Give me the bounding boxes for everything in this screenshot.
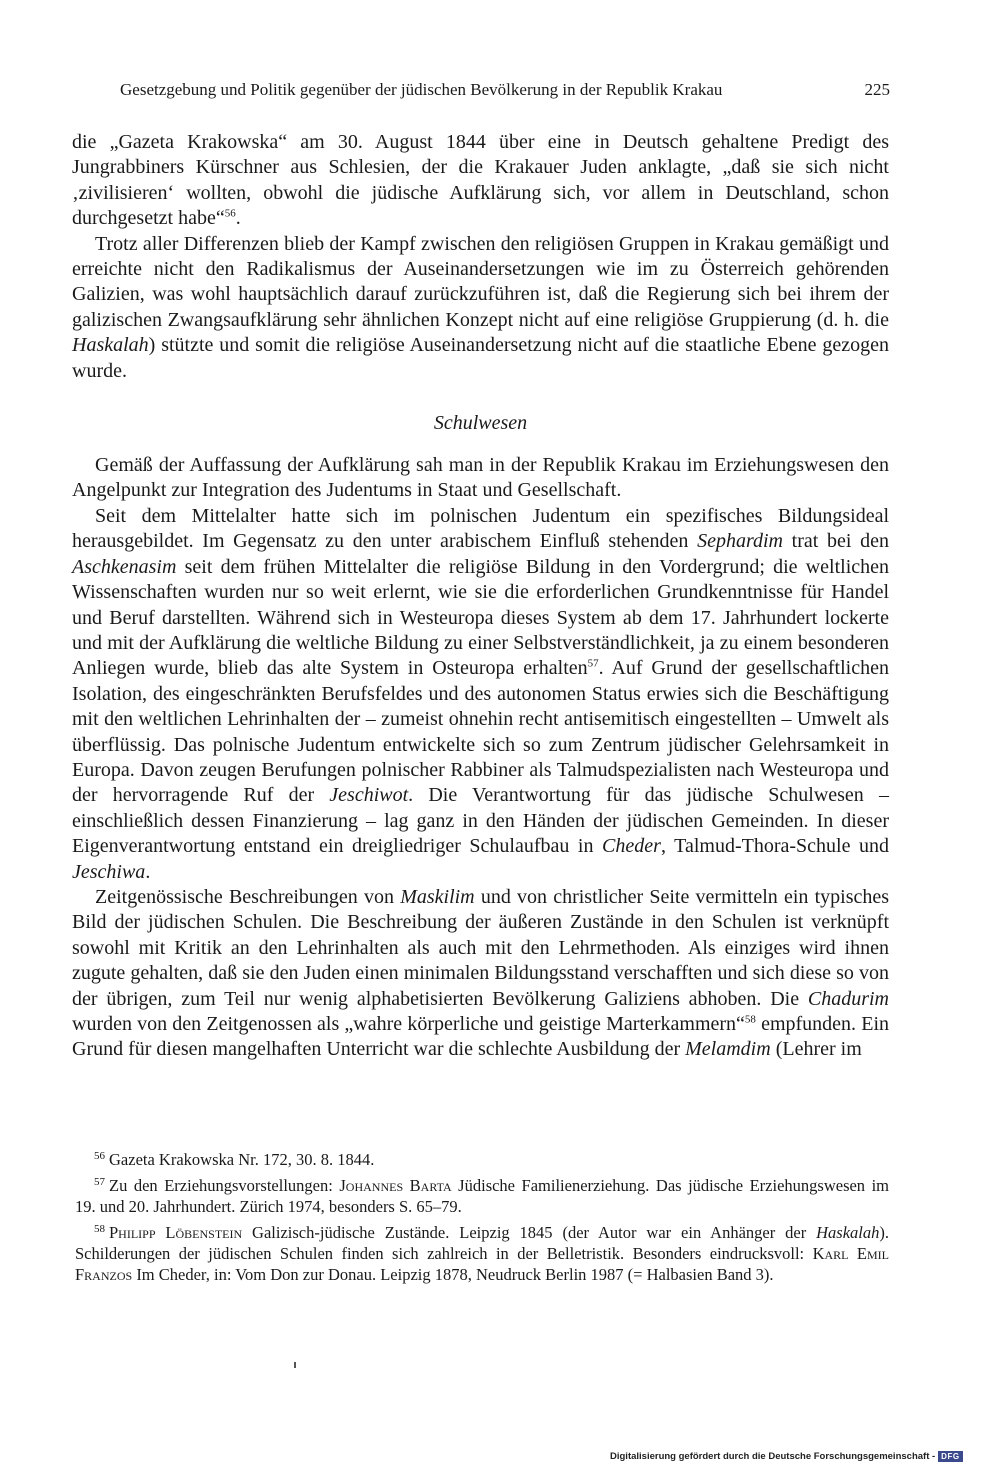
paragraph-5-text-b: und von christlicher Seite vermitteln ein typisches Bild der jüdischen Schulen. Die Beschreibung der äußeren Zustände in den Schulen ist verknüpft sowohl mit Kritik an den Lehrinhalten als auch mit den Lehrmethoden. Als einziges wird ihnen zugute gehalten, daß sie den Juden einen minimalen Bildungsstand verschafften und sich diese so von der übrigen, zum Teil nur wenig alphabetisierten Bevölkerung Galiziens abhoben. Die bbox=[72, 885, 890, 1010]
footnote-58 bbox=[75, 1222, 889, 1285]
running-head bbox=[120, 80, 890, 100]
paragraph-2 bbox=[72, 232, 889, 384]
term-melamdim: Melamdim bbox=[685, 1038, 771, 1061]
footnote-58-author-2: Karl Emil Franzos bbox=[75, 1244, 889, 1284]
footnote-57-text-b: Jüdische Familienerziehung. Das jüdische Erziehungswesen im 19. und 20. Jahrhundert. Zürich 1974, besonders S. 65–79. bbox=[75, 1176, 890, 1216]
term-jeschiwot: Jeschiwot bbox=[329, 784, 409, 807]
footer-text: Digitalisierung gefördert durch die Deutsche Forschungsgemeinschaft - bbox=[610, 1451, 936, 1462]
running-head-title: Gesetzgebung und Politik gegenüber der jüdischen Bevölkerung in der Republik Krakau bbox=[120, 80, 723, 99]
body-text bbox=[72, 130, 889, 1063]
term-aschkenasim: Aschkenasim bbox=[72, 555, 177, 578]
paragraph-5 bbox=[72, 885, 889, 1063]
paragraph-5-text-c: wurden von den Zeitgenossen als „wahre körperliche und geistige Marterkammern“ bbox=[72, 1013, 745, 1035]
term-chadurim: Chadurim bbox=[807, 987, 889, 1010]
footnote-56-text: Gazeta Krakowska Nr. 172, 30. 8. 1844. bbox=[109, 1150, 375, 1169]
term-sephardim: Sephardim bbox=[697, 530, 783, 553]
footnote-ref-57: 57 bbox=[587, 657, 599, 670]
term-maskilim: Maskilim bbox=[400, 885, 475, 908]
section-heading: Schulwesen bbox=[433, 412, 528, 435]
paragraph-5-text-a: Zeitgenössische Beschreibungen von bbox=[95, 885, 401, 908]
footnote-ref-58: 58 bbox=[744, 1013, 756, 1026]
scan-mark bbox=[294, 1362, 296, 1368]
footnotes bbox=[75, 1149, 889, 1290]
paragraph-4-text-d: . Auf Grund der gesellschaftlichen Isolation, des eingeschränkten Berufsfeldes und des autonomen Status erwies sich die Beschäftigung mit den weltlichen Lehrinhalten der – zumeist ohnehin recht antisemitisch eingestellten – Umwelt als überflüssig. Das polnische Judentum entwickelte sich so zum Zentrum jüdischer Gelehrsamkeit in Europa. Davon zeugen Berufungen polnischer Rabbiner als Talmudspezialisten nach Westeuropa und der hervorragende Ruf der bbox=[72, 657, 889, 807]
paragraph-4-text-c: seit dem frühen Mittelalter die religiöse Bildung in den Vordergrund; die weltlichen Wissenschaften wurden nur so weit erlernt, wie sie die erforderlichen Grundkenntnisse für Handel und Beruf darstellten. Während sich in Westeuropa dieses System ab dem 17. Jahrhundert lockerte und mit der Aufklärung die weltliche Bildung zu einer Selbstverständlichkeit, ja zu einem besonderen Anliegen wurde, blieb das alte System in Osteuropa erhalten bbox=[72, 555, 889, 680]
footnote-57-author: Johannes Barta bbox=[339, 1176, 452, 1195]
footnote-58-text-a: Galizisch-jüdische Zustände. Leipzig 1845 (der Autor war ein Anhänger der bbox=[242, 1223, 817, 1242]
paragraph-1-text: die „Gazeta Krakowska“ am 30. August 1844 über eine in Deutsch gehaltene Predigt des Jungrabbiners Kürschner aus Schlesien, der die Krakauer Juden anklagte, „daß sie sich nicht ‚zivilisieren‘ wollten, obwohl die jüdische Aufklärung sich, vor allem in Deutschland, schon durchgesetzt habe“ bbox=[72, 131, 889, 230]
footnote-57 bbox=[75, 1175, 889, 1217]
footnote-ref-56: 56 bbox=[224, 207, 236, 220]
footnote-57-text-a: Zu den Erziehungsvorstellungen: bbox=[109, 1176, 340, 1195]
paragraph-5-text-d: empfunden. Ein Grund für diesen mangelhaften Unterricht war die schlechte Ausbildung der bbox=[72, 1013, 889, 1061]
footnote-58-number: 58 bbox=[94, 1222, 105, 1235]
paragraph-4-text-a: Seit dem Mittelalter hatte sich im polnischen Judentum ein spezifisches Bildungsideal herausgebildet. Im Gegensatz zu den unter arabischem Einfluß stehenden bbox=[72, 504, 889, 553]
paragraph-2-text: Trotz aller Differenzen blieb der Kampf zwischen den religiösen Gruppen in Krakau gemäßigt und erreichte nicht den Radikalismus der Auseinandersetzungen wie im zu Österreich gehörenden Galizien, was wohl hauptsächlich darauf zurückzuführen ist, daß die Regierung sich bei ihrem der galizischen Zwangsaufklärung sehr ähnlichen Konzept nicht auf eine religiöse Gruppierung (d. h. die bbox=[72, 232, 889, 331]
dfg-logo: DFG bbox=[938, 1451, 962, 1462]
page-number: 225 bbox=[864, 80, 890, 99]
paragraph-4-text-f: , Talmud-Thora-Schule und bbox=[660, 835, 889, 858]
footnote-58-text-b: ). Schilderungen der jüdischen Schulen finden sich zahlreich in der Belletristik. Besonders eindrucksvoll: bbox=[75, 1223, 889, 1263]
footnote-56-number: 56 bbox=[94, 1149, 105, 1162]
term-haskalah: Haskalah bbox=[72, 334, 149, 357]
term-jeschiwa: Jeschiwa bbox=[72, 860, 146, 883]
paragraph-1-end: . bbox=[235, 207, 241, 230]
paragraph-4-text-g: . bbox=[145, 860, 151, 883]
paragraph-4-text-e: . Die Verantwortung für das jüdische Schulwesen – einschließlich dessen Finanzierung – lag ganz in den Händen der jüdischen Gemeinden. In dieser Eigenverantwortung entstand ein dreigliedriger Schulaufbau in bbox=[72, 784, 889, 858]
paragraph-4-text-b: trat bei den bbox=[783, 530, 889, 553]
footnote-58-author-1: Philipp Löbenstein bbox=[109, 1223, 243, 1242]
digitization-footer bbox=[610, 1451, 1000, 1462]
paragraph-1 bbox=[72, 130, 889, 232]
footnote-57-number: 57 bbox=[94, 1175, 105, 1188]
paragraph-2-end: ) stützte und somit die religiöse Auseinandersetzung nicht auf die staatliche Ebene gezogen wurde. bbox=[72, 334, 889, 382]
paragraph-5-text-e: (Lehrer im bbox=[770, 1038, 862, 1061]
footnote-56 bbox=[75, 1149, 889, 1170]
term-cheder: Cheder bbox=[602, 835, 661, 858]
paragraph-3: Gemäß der Auffassung der Aufklärung sah man in der Republik Krakau im Erziehungswesen den Angelpunkt zur Integration des Judentums in Staat und Gesellschaft. bbox=[72, 454, 889, 502]
paragraph-4 bbox=[72, 504, 889, 885]
footnote-58-term-haskalah: Haskalah bbox=[816, 1223, 880, 1242]
footnote-58-text-c: Im Cheder, in: Vom Don zur Donau. Leipzig 1878, Neudruck Berlin 1987 (= Halbasien Band 3). bbox=[132, 1265, 774, 1284]
